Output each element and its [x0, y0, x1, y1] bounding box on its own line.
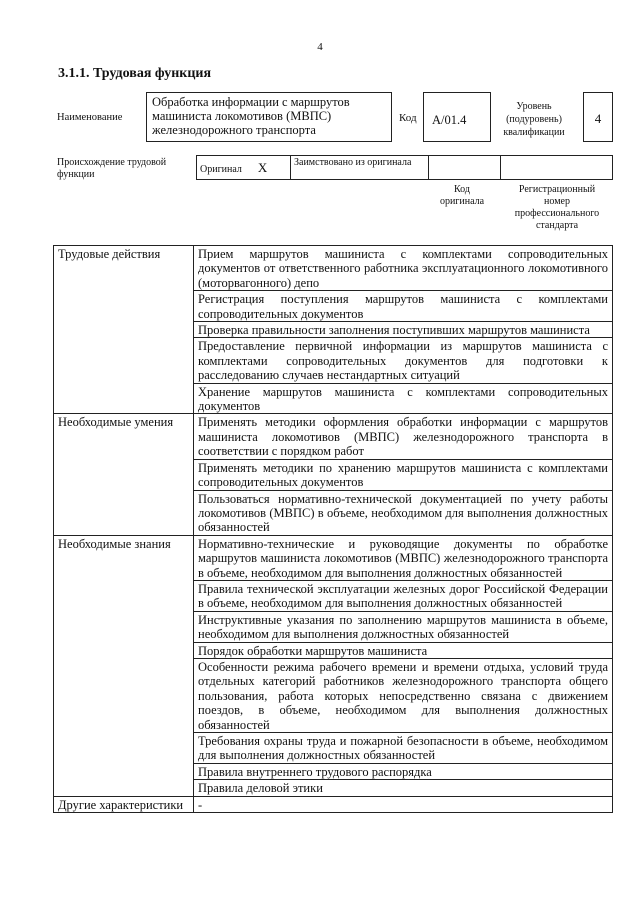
knowledge-item: Порядок обработки маршрутов машиниста: [194, 642, 613, 658]
knowledge-label: Необходимые знания: [54, 535, 194, 796]
skill-item: Пользоваться нормативно-технической документацией по учету работы локомотивов (МВПС) в объеме, необходимом для выполнения должностных обязанностей: [194, 490, 613, 535]
knowledge-item: Правила внутреннего трудового распорядка: [194, 763, 613, 779]
page-number: 4: [317, 41, 323, 53]
original-mark: X: [257, 160, 268, 175]
level-label: Уровень (подуровень) квалификации: [503, 101, 565, 138]
name-label: Наименование: [57, 112, 123, 123]
skill-item: Применять методики по хранению маршрутов машиниста с комплектами сопроводительных документов: [194, 459, 613, 490]
action-item: Прием маршрутов машиниста с комплектами сопроводительных документов от ответственного работника эксплуатационного локомотивного (моторвагонного) депо: [194, 246, 613, 291]
borrowed-cell: [291, 156, 429, 180]
action-item: Проверка правильности заполнения поступивших маршрутов машиниста: [194, 322, 613, 338]
table-row: [54, 535, 613, 580]
knowledge-item: Инструктивные указания по заполнению маршрутов машиниста в объеме, необходимом для выполнения должностных обязанностей: [194, 611, 613, 642]
knowledge-item: Нормативно-технические и руководящие документы по обработке маршрутов машиниста локомотивов (МВПС) железнодорожного транспорта в объеме, необходимом для выполнения должностных обязанностей: [194, 535, 613, 580]
code-value-box: А/01.4: [423, 92, 491, 142]
origin-table: [196, 155, 613, 180]
borrowed-label: Заимствовано из оригинала: [294, 157, 412, 168]
skill-item: Применять методики оформления обработки информации с маршрутов машиниста локомотивов (МВПС) железнодорожного транспорта в соответствии с порядком работ: [194, 414, 613, 459]
action-item: Хранение маршрутов машиниста с комплектами сопроводительных документов: [194, 383, 613, 414]
other-label: Другие характеристики: [54, 796, 194, 812]
code-caption: Код оригинала: [439, 184, 485, 207]
actions-label: Трудовые действия: [54, 246, 194, 414]
knowledge-item: Правила технической эксплуатации железных дорог Российской Федерации в объеме, необходимом для выполнения должностных обязанностей: [194, 580, 613, 611]
function-table: [53, 245, 613, 813]
skills-label: Необходимые умения: [54, 414, 194, 535]
origin-reg-cell: [501, 156, 613, 180]
action-item: Регистрация поступления маршрутов машиниста с комплектами сопроводительных документов: [194, 291, 613, 322]
table-row: [54, 414, 613, 459]
origin-label: Происхождение трудовой функции: [57, 157, 167, 180]
knowledge-item: Правила деловой этики: [194, 780, 613, 796]
other-value: -: [194, 796, 613, 812]
table-row: [54, 246, 613, 291]
table-row: [54, 796, 613, 812]
section-title: 3.1.1. Трудовая функция: [58, 66, 212, 81]
origin-code-cell: [429, 156, 501, 180]
original-cell: [197, 156, 291, 180]
action-item: Предоставление первичной информации из маршрутов машиниста с комплектами сопроводительных документов для подготовки к расследованию случаев нестандартных ситуаций: [194, 338, 613, 383]
original-label: Оригинал: [200, 164, 242, 175]
reg-caption: Регистрационный номер профессионального стандарта: [514, 184, 600, 231]
level-value-box: 4: [583, 92, 613, 142]
knowledge-item: Требования охраны труда и пожарной безопасности в объеме, необходимом для выполнения должностных обязанностей: [194, 733, 613, 764]
code-label: Код: [399, 112, 417, 124]
knowledge-item: Особенности режима рабочего времени и времени отдыха, условий труда отдельных категорий работников железнодорожного транспорта общего пользования, работа которых непосредственно связана с движением поездов, в объеме, необходимом для выполнения должностных обязанностей: [194, 658, 613, 732]
function-name-box: Обработка информации с маршрутов машиниста локомотивов (МВПС) железнодорожного транспорта: [146, 92, 392, 142]
